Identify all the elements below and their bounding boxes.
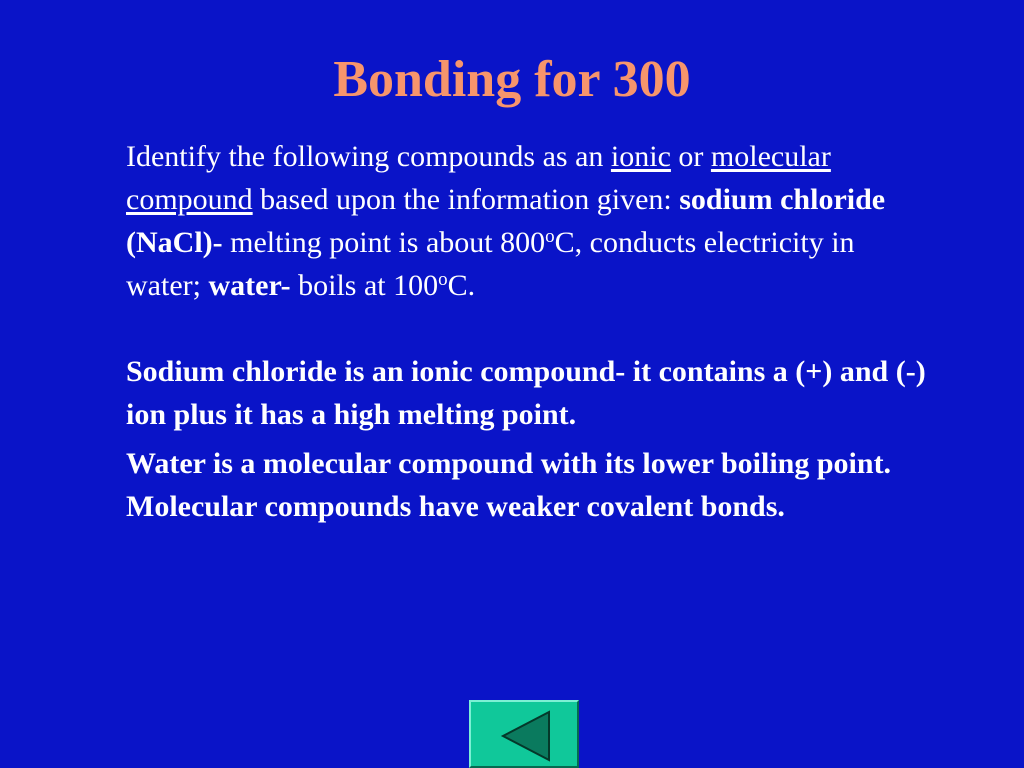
answer-water: Water is a molecular compound with its lower boiling point. Molecular compounds have weaker covalent bonds. <box>126 447 892 523</box>
ionic-term: ionic <box>610 140 671 173</box>
slide-body <box>126 135 926 528</box>
molecular-compound-term: molecular compound <box>126 140 831 216</box>
degree-symbol: o <box>545 226 555 247</box>
water-term: water- <box>208 269 291 302</box>
back-arrow-icon <box>499 710 553 762</box>
answer-sodium-chloride: Sodium chloride is an ionic compound- it contains a (+) and (-) ion plus it has a high melting point. <box>126 355 926 431</box>
slide-title: Bonding for 300 <box>333 51 691 108</box>
degree-symbol: o <box>438 269 448 290</box>
spacer <box>126 307 926 350</box>
question-text: Identify the following compounds as an ionic or molecular compound based upon the information given: sodium chloride (NaCl)- melting point is about 800$^o$C, conducts electricity in water; water- boils at 100$^o$C. <box>126 140 886 302</box>
sodium-chloride-term: sodium chloride (NaCl)- <box>126 183 886 259</box>
back-button[interactable] <box>469 700 579 768</box>
